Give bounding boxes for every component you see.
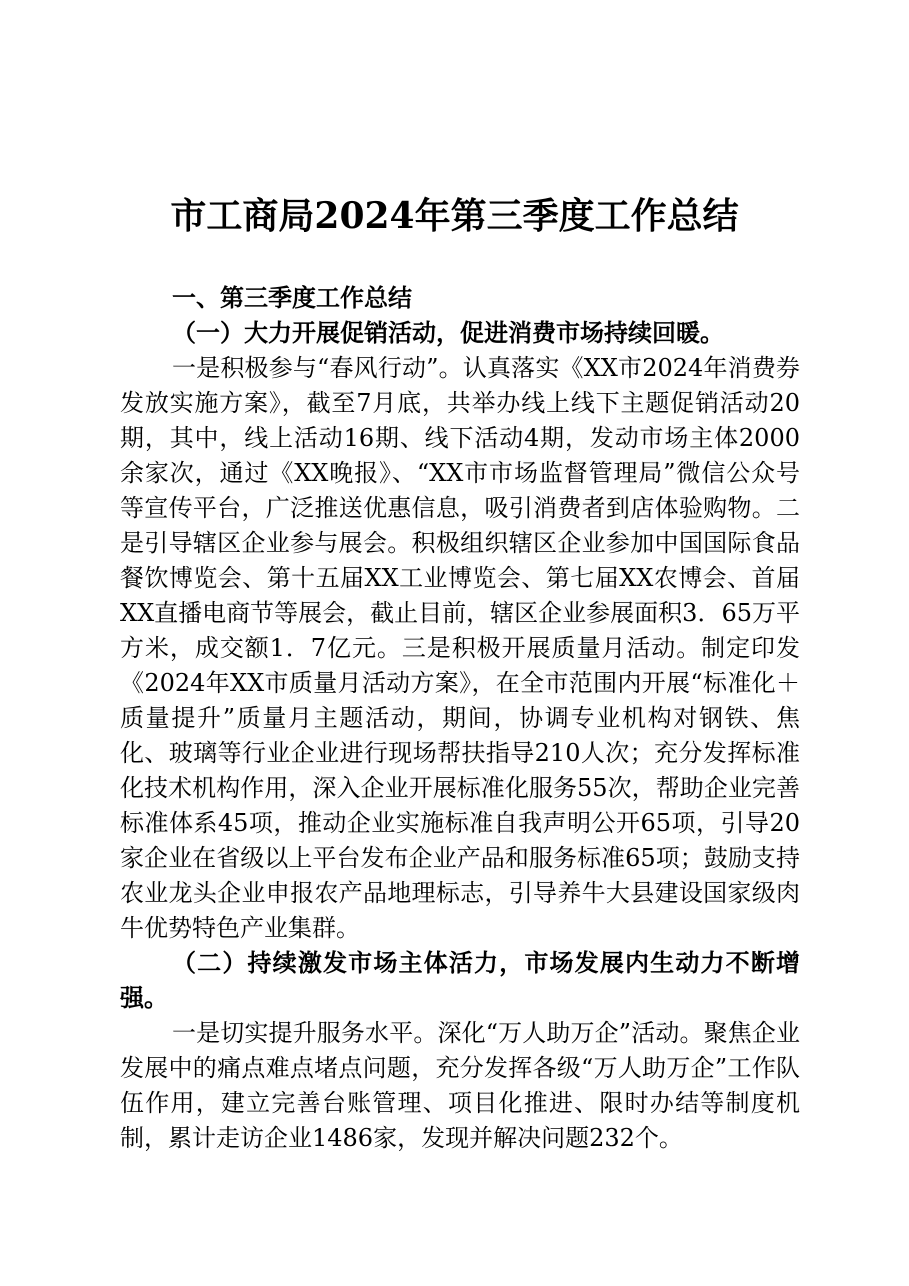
- document-title: 市工商局2024年第三季度工作总结: [170, 195, 739, 237]
- subsection-2-heading: （二）持续激发市场主体活力，市场发展内生动力不断增强。: [120, 949, 800, 1012]
- subsection-2-paragraph: 一是切实提升服务水平。深化“万人助万企”活动。聚焦企业发展中的痛点难点堵点问题，充分发挥各级“万人助万企”工作队伍作用，建立完善台账管理、项目化推进、限时办结等制度机制，累计走访企业1486家，发现并解决问题232个。: [120, 1019, 800, 1152]
- document-body: [120, 280, 800, 1156]
- section-heading: 一、第三季度工作总结: [172, 284, 412, 312]
- subsection-1-paragraph: 一是积极参与“春风行动”。认真落实《XX市2024年消费券发放实施方案》，截至7月底，共举办线上线下主题促销活动20期，其中，线上活动16期、线下活动4期，发动市场主体2000余家次，通过《XX晚报》、“XX市市场监督管理局”微信公众号等宣传平台，广泛推送优惠信息，吸引消费者到店体验购物。二是引导辖区企业参与展会。积极组织辖区企业参加中国国际食品餐饮博览会、第十五届XX工业博览会、第七届XX农博会、首届XX直播电商节等展会，截止目前，辖区企业参展面积3．65万平方米，成交额1．7亿元。三是积极开展质量月活动。制定印发《2024年XX市质量月活动方案》，在全市范围内开展“标准化＋质量提升”质量月主题活动，期间，协调专业机构对钢铁、焦化、玻璃等行业企业进行现场帮扶指导210人次；充分发挥标准化技术机构作用，深入企业开展标准化服务55次，帮助企业完善标准体系45项，推动企业实施标准自我声明公开65项，引导20家企业在省级以上平台发布企业产品和服务标准65项；鼓励支持农业龙头企业申报农产品地理标志，引导养牛大县建设国家级肉牛优势特色产业集群。: [120, 354, 800, 942]
- subsection-1-heading: （一）大力开展促销活动，促进消费市场持续回暖。: [172, 319, 724, 347]
